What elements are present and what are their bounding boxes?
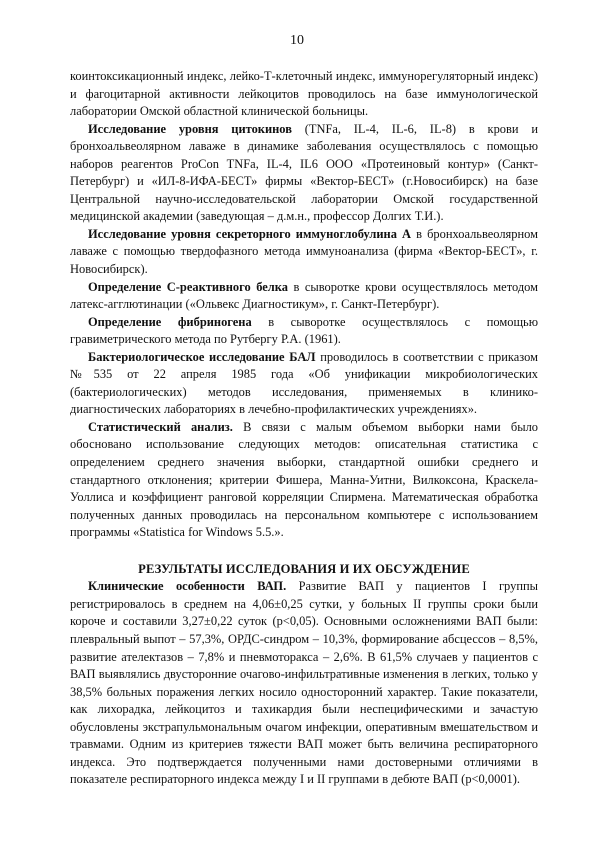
paragraph-bacteriology xyxy=(70,349,538,419)
paragraph-text: проводилось в соответствии с приказом №535 от 22 апреля 1985 года «Об унификации микробиологических (бактериологических) методов исследования, применяемых в клинико-диагностических лабораториях в лечебно-профилактических учреждениях». xyxy=(70,349,539,417)
page-number: 10 xyxy=(290,33,304,48)
paragraph-lead: Определение С-реактивного белка xyxy=(88,279,288,294)
paragraph-iga xyxy=(70,226,538,279)
paragraph-lead: Статистический анализ. xyxy=(88,419,233,434)
document-body xyxy=(70,68,538,789)
paragraph-text: в бронхоальвеолярном лаваже с помощью твердофазного метода иммуноанализа (фирма «Вектор-БЕСТ», г. Новосибирск). xyxy=(70,226,538,277)
paragraph-lead: Клинические особенности ВАП. xyxy=(88,579,287,594)
paragraph-statistics xyxy=(70,419,538,542)
paragraph-text: коинтоксикационный индекс, лейко-Т-клеточный индекс, иммунорегуляторный индекс) и фагоцитарной активности лейкоцитов проводилось на базе иммунологической лаборатории Омской областной клинической больницы. xyxy=(70,69,538,119)
paragraph-text: В связи с малым объемом выборки нами было обосновано использование следующих методов: описательная статистика с определением среднего значения выборки, стандартной ошибки среднего и стандартного отклонения; критерии Фишера, Манна-Уитни, Вилкоксона, Краскела-Уоллиса и коэффициент ранговой корреляции Спирмена. Математическая обработка полученных данных проводилась на персональном компьютере с использованием программы «Statistica for Windows 5.5.». xyxy=(70,419,538,540)
paragraph-fibrinogen xyxy=(70,314,538,349)
paragraph-lead: Исследование уровня секреторного иммуноглобулина А xyxy=(88,226,411,241)
paragraph-lead: Исследование уровня цитокинов xyxy=(88,121,292,136)
paragraph-cytokines xyxy=(70,121,538,226)
paragraph-lead: Бактериологическое исследование БАЛ xyxy=(88,349,316,364)
paragraph-text: в сыворотке осуществлялось с помощью гравиметрического метода по Рутбергу Р.А. (1961). xyxy=(70,314,538,347)
paragraph-clinical-features xyxy=(70,578,538,789)
paragraph-lead: Определение фибриногена xyxy=(88,314,252,329)
paragraph-text: (TNFa, IL-4, IL-6, IL-8) в крови и бронхоальвеолярном лаваже в динамике заболевания осуществлялось с помощью наборов реагентов ProCon TNFa, IL-4, IL6 ООО «Протеиновый контур» (Санкт-Петербург) и «ИЛ-8-ИФА-БЕСТ» фирмы «Вектор-БЕСТ» (г.Новосибирск) на базе Центральной научно-исследовательской лаборатории Омской государственной медицинской академии (заведующая – д.м.н., профессор Долгих Т.И.). xyxy=(70,121,538,224)
paragraph-crp xyxy=(70,279,538,314)
paragraph-text: Развитие ВАП у пациентов I группы регистрировалось в среднем на 4,06±0,25 сутки, у больных II группы сроки были короче и составили 3,27±0,22 суток (p<0,05). Основными осложнениями ВАП были: плевральный выпот – 57,3%, ОРДС-синдром – 10,3%, формирование абсцессов – 8,5%, развитие ателектазов – 7,8% и пневмоторакса – 2,6%. В 61,5% случаев у пациентов с ВАП выявлялись двусторонние очагово-инфильтративные изменения в легких, только у 38,5% больных поражения легких носило односторонний характер. Такие показатели, как лихорадка, лейкоцитоз и тахикардия были неспецифическими и зачастую обусловлены экстрапульмональным очагом инфекции, оперативным вмешательством и травмами. Одним из критериев тяжести ВАП может быть величина респираторного индекса. Это подтверждается полученными нами достоверными отличиями в показателе респираторного индекса между I и II группами в дебюте ВАП (p<0,0001). xyxy=(70,579,538,787)
paragraph-text: в сыворотке крови осуществлялось методом латекс-агглютинации («Ольвекс Диагностикум», г. Санкт-Петербург). xyxy=(70,279,539,312)
paragraph-intro xyxy=(70,68,538,121)
section-heading: РЕЗУЛЬТАТЫ ИССЛЕДОВАНИЯ И ИХ ОБСУЖДЕНИЕ xyxy=(138,561,470,576)
